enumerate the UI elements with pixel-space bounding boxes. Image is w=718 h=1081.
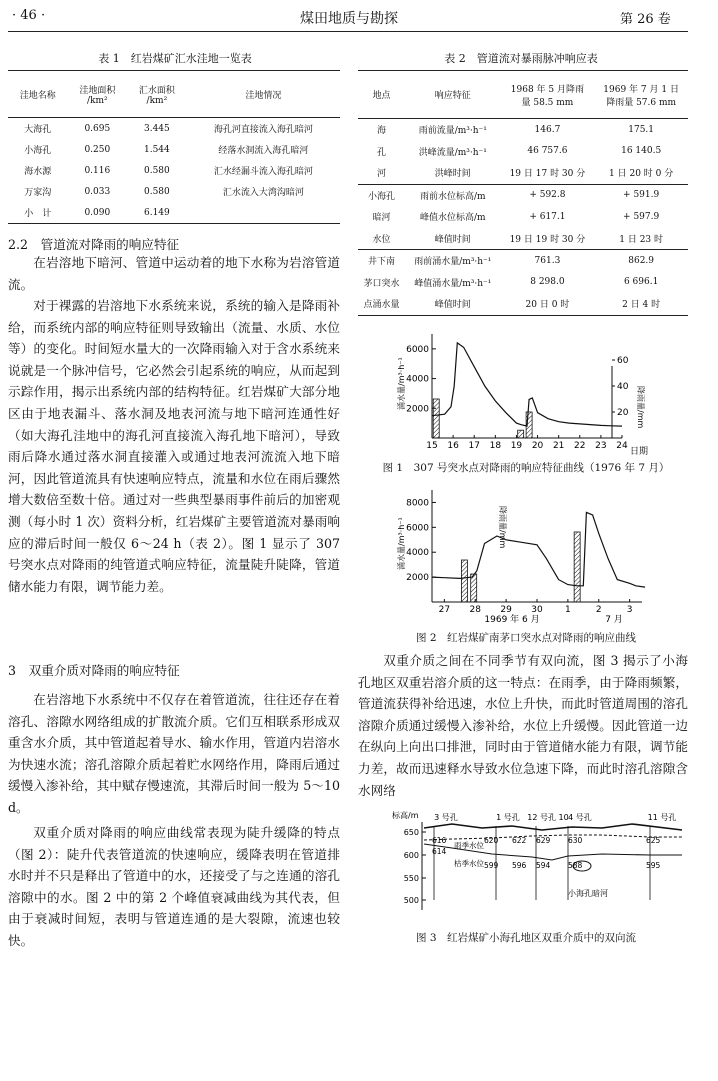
- table1-row: [8, 139, 340, 160]
- table2-cell: 6 696.1: [623, 277, 659, 288]
- dry-value: 614: [432, 847, 447, 856]
- table2-row: [358, 141, 688, 163]
- table1-cell: 6.149: [143, 207, 170, 218]
- x-tick-label: 17: [468, 441, 480, 451]
- x-tick-label: 3: [626, 605, 633, 615]
- table2-row: [358, 228, 688, 250]
- y-tick-label: 6000: [406, 344, 429, 355]
- section-3-para-3: 双重介质之间在不同季节有双向流，图 3 揭示了小海孔地区双重岩溶介质的这一特点：在雨季，由于降雨频繁，管道流获得补给迅速，水位上升快，而此时管道周围的溶孔溶隙介质通过缓慢入渗补给，水位上升缓慢。因此管道一边在纵向上向出口排泄，同时由于管道储水能力有限，调节能力差，故而迅速释水导致水位急速下降，而此时溶孔溶隙含水网络: [358, 653, 688, 798]
- table1-cell: 0.116: [84, 165, 111, 176]
- table2-cell: 峰值时间: [405, 228, 501, 250]
- x-tick-label: 18: [489, 441, 502, 451]
- y-tick-label: 2000: [406, 573, 429, 584]
- section-2-2-para-2: 对于裸露的岩溶地下水系统来说，系统的输入是降雨补给，而系统内部的响应特征则导致输出（流量、水质、水位等）的变化。时间短水量大的一次降雨输入对于含水系统来说就是一个脉冲信号，它必然会引起系统的响应，从而起到示踪作用，揭示出系统内部的结构特征。红岩煤矿大部分地区由于地表漏斗、落水洞及地表河流与地下暗河连通性好（如大海孔洼地中的海孔河直接流入海孔地下暗河），导致雨后降水通过落水洞直接灌入或通过地表河流流入地下暗河，因此管道流具有快速响应特点，流量和水位在雨后骤然增大数倍至数十倍。通过对一些典型暴雨事件前后的加密观测（每小时 1 次）资料分析，红岩煤矿主要管道流对暴雨响应的滞后时间一般仅 6～24 h（表 2）。图 1 显示了 307 号突水点对降雨的纯管道式响应特征，流量陡升陡降，管道储水能力有限，调节能力差。: [8, 298, 340, 594]
- x-tick-label: 22: [574, 441, 586, 451]
- table2-cell: 175.1: [628, 124, 655, 135]
- dry-value: 596: [512, 861, 527, 870]
- x-tick-label: 28: [469, 605, 481, 615]
- table2-cell: 761.3: [534, 255, 561, 266]
- table2-cell: 海: [377, 126, 387, 137]
- table2-header-cell: 响应特征: [405, 71, 501, 119]
- table2-cell: 雨前水位标高/m: [420, 191, 486, 202]
- table1-cell: 0.033: [84, 186, 111, 197]
- figure-3-diagram: [392, 810, 692, 920]
- dry-value: 594: [536, 861, 551, 870]
- y-tick-label: 8000: [406, 498, 429, 509]
- table2-cell: 雨前流量/m³·h⁻¹: [418, 126, 487, 137]
- table2-header-cell: 1968 年 5 月降雨 量 58.5 mm: [501, 71, 595, 119]
- table2-cell: 19 日 17 时 30 分: [501, 162, 595, 184]
- table1-row: [8, 181, 340, 202]
- table2-cell: 19 日 19 时 30 分: [501, 228, 595, 250]
- y2-tick-label: 60: [617, 356, 629, 366]
- table1-cell: 0.695: [84, 123, 111, 134]
- table2-row: [358, 293, 688, 315]
- section-3-heading: 3 双重介质对降雨的响应特征: [8, 663, 180, 678]
- y-axis-label: 涌水量/m³·h⁻¹: [397, 517, 406, 570]
- table1-cell: 海水源: [24, 167, 52, 177]
- rain-bar: [471, 574, 477, 602]
- header-rule: [8, 31, 688, 32]
- x-tick-label: 21: [552, 441, 565, 451]
- y-tick-label: 6000: [406, 523, 429, 534]
- table2-cell: 茅口突水: [363, 278, 400, 289]
- table2-header-cell: 1969 年 7 月 1 日 降雨量 57.6 mm: [594, 71, 688, 119]
- table1-cell: 万家沟: [24, 188, 52, 198]
- rainy-value: 622: [512, 836, 527, 845]
- rain-bar: [518, 430, 524, 438]
- table1-row: [8, 202, 340, 224]
- borehole-label: 4 号孔: [568, 813, 592, 822]
- table2-cell: 井下南: [368, 257, 396, 268]
- table1-cell: 大海孔: [24, 125, 52, 135]
- x-axis-unit: 日期: [630, 447, 649, 457]
- y-tick-label: 500: [403, 896, 419, 905]
- borehole-label: 1 号孔: [496, 813, 520, 822]
- figure-1-chart: [392, 326, 692, 458]
- table1-cell: 汇水经漏斗流入海孔暗河: [213, 167, 313, 177]
- table2-cell: + 617.1: [529, 211, 566, 222]
- y2-tick-label: 20: [617, 408, 629, 418]
- table2-cell: 雨前涌水量/m³·h⁻¹: [414, 257, 492, 268]
- table2-row: [358, 162, 688, 184]
- x-tick-label: 30: [531, 605, 543, 615]
- borehole-label: 3 号孔: [434, 813, 458, 822]
- y2-axis-label: 降雨量/mm: [636, 386, 645, 429]
- table1: [8, 70, 340, 224]
- section-2-2-para-1: 在岩溶地下暗河、管道中运动着的地下水称为岩溶管道流。: [8, 255, 340, 292]
- table1-header-cell: 洼地名称: [8, 71, 68, 118]
- rain-bar: [574, 532, 580, 602]
- dry-value: 595: [646, 861, 661, 870]
- x-tick-label: 23: [595, 441, 607, 451]
- table2-row: [358, 119, 688, 141]
- table2: [358, 70, 688, 316]
- table2-cell: 孔: [377, 147, 387, 158]
- rainy-label: 雨季水位: [454, 841, 484, 850]
- table2-cell: 46 757.6: [527, 146, 568, 157]
- volume-label: 第 26 卷: [620, 12, 671, 27]
- table1-header-row: [8, 71, 340, 118]
- rainy-water-table: [424, 835, 682, 840]
- table2-cell: + 592.8: [529, 190, 566, 201]
- x-tick-label: 27: [438, 605, 451, 615]
- dry-value: 599: [484, 861, 499, 870]
- table2-cell: 洪峰时间: [405, 162, 501, 184]
- x-tick-label: 20: [531, 441, 544, 451]
- journal-title: 煤田地质与勘探: [300, 11, 398, 27]
- x-period-label: 7 月: [605, 615, 623, 624]
- x-tick-label: 19: [510, 441, 523, 451]
- table1-cell: [187, 202, 340, 224]
- figure-2-chart: [392, 484, 662, 624]
- table2-cell: 河: [358, 162, 405, 184]
- table1-cell: 海孔河直接流入海孔暗河: [213, 125, 313, 135]
- table1-caption: 表 1 红岩煤矿汇水洼地一览表: [98, 52, 252, 65]
- table2-cell: 20 日 0 时: [525, 300, 570, 311]
- figure-3-caption: 图 3 红岩煤矿小海孔地区双重介质中的双向流: [415, 932, 637, 944]
- table2-cell: 水位: [358, 228, 405, 250]
- table2-caption: 表 2 管道流对暴雨脉冲响应表: [444, 52, 598, 65]
- x-tick-label: 24: [616, 441, 628, 451]
- rainy-value: 629: [536, 836, 551, 845]
- table1-cell: 小海孔: [24, 146, 52, 156]
- y2-axis-label: 降雨量/mm: [498, 506, 507, 549]
- y-tick-label: 4000: [406, 374, 429, 385]
- section-2-2-heading: 2.2 管道流对降雨的响应特征: [8, 237, 180, 252]
- table2-header-cell: 地点: [358, 71, 405, 119]
- borehole-label: 12 号孔 10: [527, 813, 569, 822]
- x-tick-label: 2: [595, 605, 602, 615]
- rainy-value: 620: [484, 836, 499, 845]
- table1-cell: 汇水流入大湾沟暗河: [222, 188, 304, 198]
- table2-cell: 峰值水位标高/m: [420, 213, 486, 224]
- y2-tick-label: 40: [617, 382, 629, 392]
- table1-row: [8, 160, 340, 181]
- table2-cell: 1 日 20 时 0 分: [594, 162, 688, 184]
- rainy-value: 625: [646, 836, 661, 845]
- table1-cell: 0.580: [143, 186, 170, 197]
- x-tick-label: 15: [426, 441, 438, 451]
- table2-header-row: [358, 71, 688, 119]
- figure-2-caption: 图 2 红岩煤矿南茅口突水点对降雨的响应曲线: [415, 632, 637, 644]
- y-axis-label: 涌水量/m³·h⁻¹: [397, 357, 406, 410]
- table2-cell: 1 日 23 时: [594, 228, 688, 250]
- table1-cell: 0.580: [143, 165, 170, 176]
- rain-bar: [433, 399, 439, 438]
- ground-surface: [424, 824, 682, 830]
- dry-value: 588: [568, 861, 583, 870]
- table2-cell: + 597.9: [623, 211, 660, 222]
- page-number: · 46 ·: [12, 8, 46, 23]
- table2-row: [358, 250, 688, 272]
- table2-cell: 2 日 4 时: [622, 300, 661, 311]
- table1-cell: 小 计: [24, 209, 52, 219]
- y-tick-label: 2000: [406, 404, 429, 415]
- table1-header-cell: 洼地情况: [187, 71, 340, 118]
- table2-cell: 峰值时间: [434, 300, 471, 311]
- section-3-para-2: 双重介质对降雨的响应曲线常表现为陡升缓降的特点（图 2）：陡升代表管道流的快速响应，缓降表明在管道排水时并不只是释出了管道中的水，还接受了与之连通的溶孔溶隙中的水。图 2 中的第 2 个峰值衰减曲线为其代表，但由于衰减时间短，表明与管道连通的是大裂隙，流速也较快。: [8, 825, 340, 948]
- table1-cell: 0.090: [84, 207, 111, 218]
- table2-row: [358, 206, 688, 228]
- table1-header-cell: 汇水面积 /km²: [127, 71, 187, 118]
- table1-cell: 0.250: [84, 144, 111, 155]
- borehole-label: 11 号孔: [647, 813, 677, 822]
- rainy-value: 616: [432, 836, 447, 845]
- table2-cell: + 591.9: [623, 190, 660, 201]
- rain-bar: [461, 560, 467, 602]
- table2-cell: 小海孔: [368, 191, 396, 202]
- table1-row: [8, 118, 340, 140]
- table2-cell: 8 298.0: [530, 277, 565, 288]
- x-tick-label: 1: [565, 605, 571, 615]
- dry-label: 枯季水位: [454, 859, 484, 868]
- table1-cell: 3.445: [143, 123, 170, 134]
- table1-header-cell: 洼地面积 /km²: [68, 71, 128, 118]
- table2-row: [358, 272, 688, 294]
- y-tick-label: 4000: [406, 548, 429, 559]
- x-tick-label: 16: [447, 441, 459, 451]
- table2-cell: 862.9: [628, 255, 655, 266]
- table2-cell: 146.7: [534, 124, 561, 135]
- table2-cell: 16 140.5: [621, 146, 662, 157]
- table1-cell: 经落水洞流入海孔暗河: [218, 146, 309, 156]
- y-axis-label: 标高/m: [392, 811, 419, 820]
- table2-cell: 峰值涌水量/m³·h⁻¹: [414, 278, 492, 289]
- table2-row: [358, 184, 688, 206]
- table1-cell: 1.544: [143, 144, 170, 155]
- river-label: 小海孔暗河: [568, 889, 608, 898]
- table2-cell: 点涌水量: [363, 300, 400, 311]
- x-period-label: 1969 年 6 月: [484, 615, 540, 624]
- table2-cell: 洪峰流量/m³·h⁻¹: [418, 147, 487, 158]
- table2-cell: 暗河: [372, 213, 391, 224]
- y-tick-label: 650: [403, 828, 419, 837]
- section-3-para-1: 在岩溶地下水系统中不仅存在着管道流，往往还存在着溶孔、溶隙水网络组成的扩散流介质。它们互相联系形成双重含水介质，其中管道起着导水、输水作用，管道内岩溶水为快速水流；溶孔溶隙介质起着贮水网络作用，降雨后通过缓慢入渗补给，其中赋存慢速流，其滞后时间一般为 5～10 d。: [8, 692, 340, 815]
- y-tick-label: 600: [403, 851, 419, 860]
- y-tick-label: 550: [403, 874, 419, 883]
- figure-1-caption: 图 1 307 号突水点对降雨的响应特征曲线（1976 年 7 月）: [382, 462, 670, 474]
- rainy-value: 630: [568, 836, 583, 845]
- x-tick-label: 29: [500, 605, 512, 615]
